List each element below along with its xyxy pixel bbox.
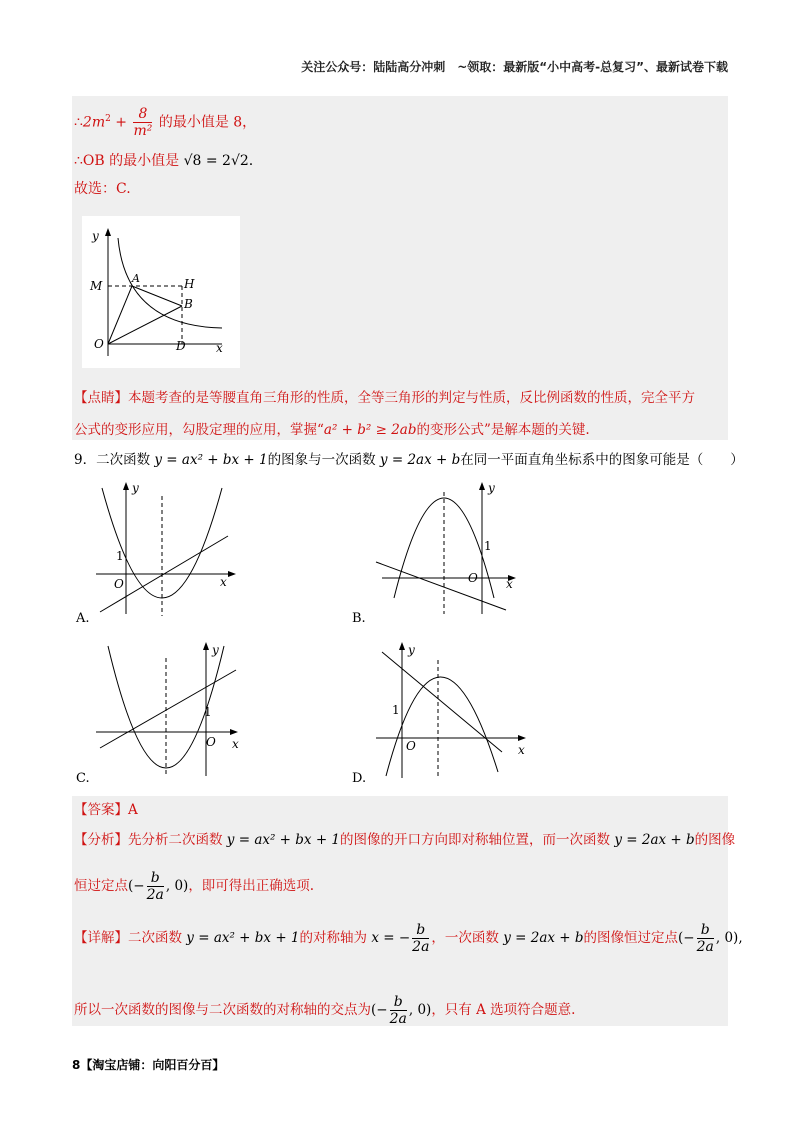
graph-option-a[interactable] [86, 478, 246, 618]
graph-c-y-label: y [212, 643, 219, 657]
graph-option-d[interactable] [372, 640, 532, 780]
fig-label-O: O [94, 337, 104, 351]
graph-a-origin-label: O [114, 577, 124, 591]
graph-d-one-label: 1 [392, 703, 400, 717]
graph-d-y-label: y [408, 643, 415, 657]
graph-a-one-label: 1 [116, 549, 124, 563]
detail-line-2: 所以一次函数的图像与二次函数的对称轴的交点为(− $\frac{b}{2a}$ , 0)，只有 A 选项符合题意. [74, 994, 576, 1027]
graph-c-x-label: x [232, 737, 239, 751]
fig-label-H: H [184, 277, 195, 291]
fig-label-D: D [176, 339, 186, 353]
figure-prev-svg [82, 216, 240, 368]
page-header: 关注公众号：陆陆高分冲刺 ~领取：最新版“小中高考-总复习”、最新试卷下载 [301, 60, 728, 74]
question-9: 9．二次函数 y = ax² + bx + 1的图象与一次函数 y = 2ax + b在同一平面直角坐标系中的图象可能是（ ） [74, 452, 744, 468]
solution-line-3: 故选：C. [74, 181, 131, 197]
graph-b-origin-label: O [468, 571, 478, 585]
graph-d-x-label: x [518, 743, 525, 757]
analysis-line-2: 恒过定点(− $\frac{b}{2a}$ , 0)，即可得出正确选项. [74, 870, 315, 903]
fig-label-A: A [132, 272, 140, 285]
graph-a-y-label: y [132, 481, 139, 495]
graph-option-b[interactable] [372, 478, 532, 618]
graph-b-x-label: x [506, 577, 513, 591]
graph-b-one-label: 1 [484, 539, 492, 553]
page-footer: 8【淘宝店铺：向阳百分百】 [72, 1058, 225, 1072]
comment-line-2: 公式的变形应用，勾股定理的应用，掌握“a² + b² ≥ 2ab的变形公式”是解本题的关键. [74, 422, 590, 438]
graph-b-y-label: y [488, 481, 495, 495]
figure-prev [82, 216, 240, 368]
option-b-label[interactable]: B. [352, 611, 366, 626]
graph-c-one-label: 1 [204, 705, 212, 719]
option-a-label[interactable]: A. [76, 611, 90, 626]
graph-d-origin-label: O [406, 739, 416, 753]
solution-line-2: ∴OB 的最小值是 √8 = 2√2. [74, 153, 254, 169]
option-d-label[interactable]: D. [352, 771, 367, 786]
analysis-line-1: 【分析】先分析二次函数 y = ax² + bx + 1的图像的开口方向即对称轴位置，而一次函数 y = 2ax + b的图像 [74, 832, 736, 848]
solution-line-1: $\therefore 2m^2$ + $\frac{8}{\text{m²}}$ 的最小值是 8， [74, 106, 257, 139]
fig-label-B: B [184, 297, 193, 311]
fig-label-y: y [92, 229, 99, 243]
graph-a-x-label: x [220, 575, 227, 589]
detail-line-1: 【详解】二次函数 y = ax² + bx + 1的对称轴为 x = − $\frac{b}{2a}$ ，一次函数 y = 2ax + b的图像恒过定点(− $\frac{b}{2a}$ , 0), [74, 922, 743, 955]
answer-line: 【答案】A [74, 802, 138, 818]
graph-option-c[interactable] [86, 640, 246, 780]
option-c-label[interactable]: C. [76, 771, 90, 786]
comment-line-1: 【点睛】本题考查的是等腰直角三角形的性质，全等三角形的判定与性质，反比例函数的性质，完全平方 [74, 390, 695, 406]
answer-panel [72, 796, 728, 1026]
fig-label-M: M [90, 279, 103, 293]
fig-label-x: x [216, 341, 223, 355]
graph-c-origin-label: O [206, 735, 216, 749]
